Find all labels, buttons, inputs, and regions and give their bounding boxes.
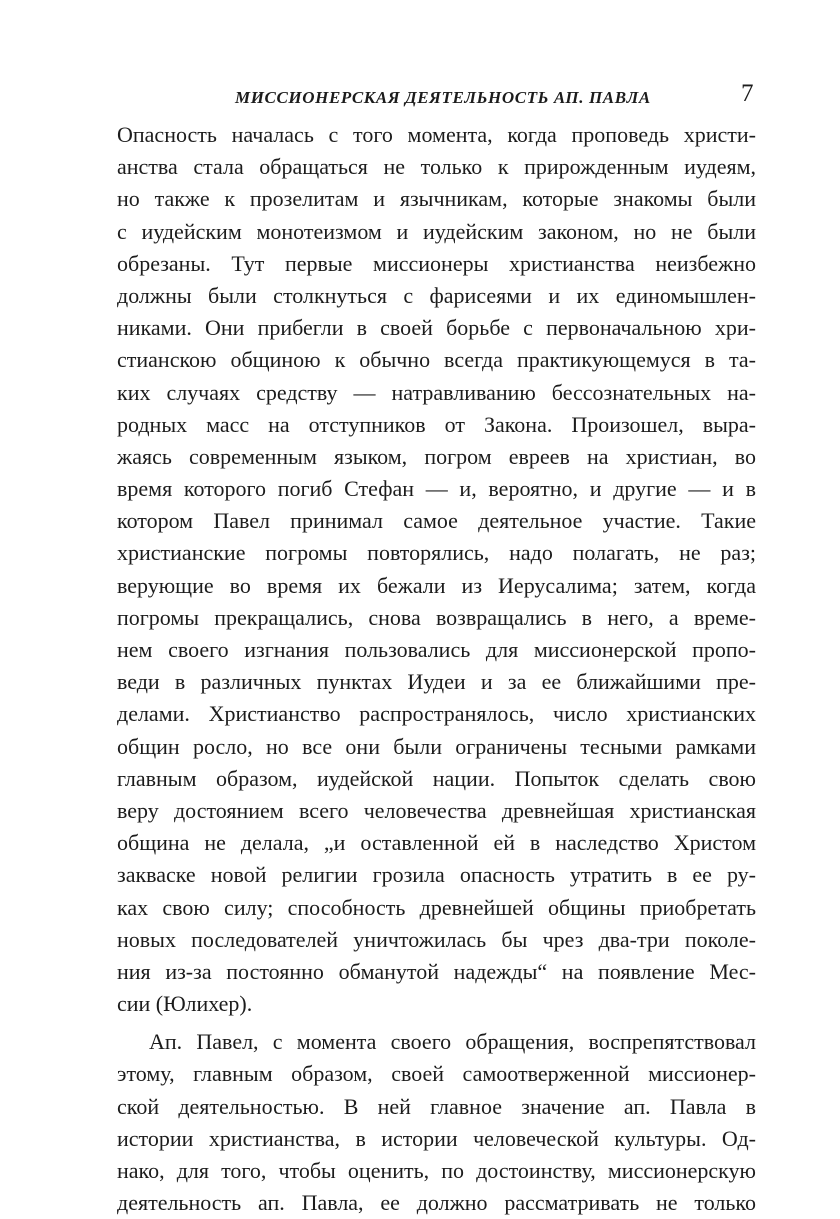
paragraph xyxy=(117,119,756,1020)
text-line: время которого погиб Стефан — и, вероятно, и другие — и в xyxy=(117,476,756,502)
text-line: верующие во время их бежали из Иерусалима; затем, когда xyxy=(117,572,756,598)
text-line: нако, для того, чтобы оценить, по достоинству, миссионерскую xyxy=(117,1158,756,1183)
text-line: стианскою общиною к обычно всегда практикующемуся в та- xyxy=(117,347,756,373)
text-line: котором Павел принимал самое деятельное участие. Такие xyxy=(117,508,756,534)
text-line: веру достоянием всего человечества древнейшая христианская xyxy=(117,797,756,823)
paragraph xyxy=(117,1026,756,1219)
text-line: с иудейским монотеизмом и иудейским законом, но не были xyxy=(117,218,756,244)
text-line: обрезаны. Тут первые миссионеры христианства неизбежно xyxy=(117,250,756,276)
text-line: анства стала обращаться не только к прирожденным иудеям, xyxy=(117,154,756,180)
text-line: должны были столкнуться с фарисеями и их единомышлен- xyxy=(117,282,756,308)
text-line: ках свою силу; способность древнейшей общины приобретать xyxy=(117,894,756,920)
text-line: сии (Юлихер). xyxy=(117,991,253,1017)
text-line: Опасность началась с того момента, когда проповедь христи- xyxy=(117,122,756,147)
text-line: закваске новой религии грозила опасность утратить в ее ру- xyxy=(117,862,756,888)
text-line: никами. Они прибегли в своей борьбе с первоначальною хри- xyxy=(117,315,756,341)
text-line: жаясь современным языком, погром евреев на христиан, во xyxy=(117,443,756,469)
text-line: деятельность ап. Павла, ее должно рассматривать не только xyxy=(117,1190,756,1216)
text-line: истории христианства, в истории человеческой культуры. Од- xyxy=(117,1125,756,1151)
text-line: ской деятельностью. В ней главное значение ап. Павла в xyxy=(117,1093,756,1119)
page-number: 7 xyxy=(741,80,754,107)
text-line: нем своего изгнания пользовались для миссионерской пропо- xyxy=(117,637,756,662)
text-line: погромы прекращались, снова возвращались в него, а време- xyxy=(117,604,756,630)
text-line: родных масс на отступников от Закона. Произошел, выра- xyxy=(117,411,756,437)
text-line: общин росло, но все они были ограничены тесными рамками xyxy=(117,733,756,759)
text-line: делами. Христианство распространялось, число христианских xyxy=(117,701,756,727)
text-line: веди в различных пунктах Иудеи и за ее ближайшими пре- xyxy=(117,669,756,695)
text-line: Ап. Павел, с момента своего обращения, воспрепятствовал xyxy=(149,1029,756,1055)
text-line: ких случаях средству — натравливанию бессознательных на- xyxy=(117,379,756,405)
text-line: главным образом, иудейской нации. Попыток сделать свою xyxy=(117,765,756,791)
text-line: христианские погромы повторялись, надо полагать, не раз; xyxy=(117,540,756,566)
running-title: МИССИОНЕРСКАЯ ДЕЯТЕЛЬНОСТЬ АП. ПАВЛА xyxy=(235,88,651,107)
text-line: этому, главным образом, своей самоотверженной миссионер- xyxy=(117,1061,756,1087)
text-line: община не делала, „и оставленной ей в наследство Христом xyxy=(117,830,756,856)
text-line: новых последователей уничтожилась бы чрез два-три поколе- xyxy=(117,926,756,952)
text-line: ния из-за постоянно обманутой надежды“ на появление Мес- xyxy=(117,958,756,984)
body-text xyxy=(117,119,756,1219)
text-line: но также к прозелитам и язычникам, которые знакомы были xyxy=(117,186,756,212)
